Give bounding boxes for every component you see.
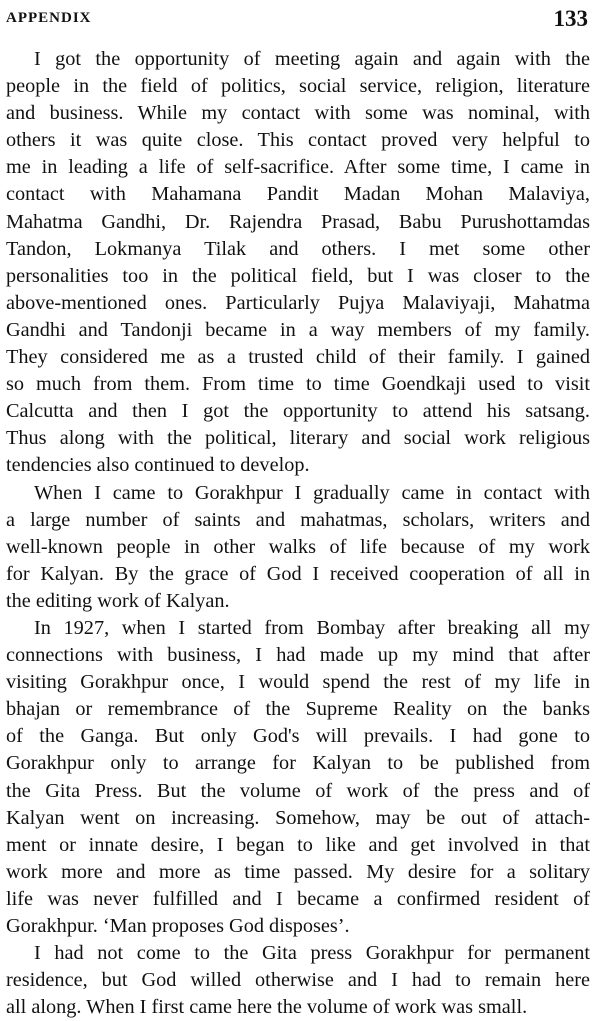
text-line: Mahatma Gandhi, Dr. Rajendra Prasad, Babu Purushottamdas: [6, 210, 590, 233]
text-line: Tandon, Lokmanya Tilak and others. I met some other: [6, 237, 590, 260]
text-line: the editing work of Kalyan.: [6, 589, 230, 612]
text-line: me in leading a life of self-sacrifice. After some time, I came in: [6, 156, 590, 179]
text-line: a large number of saints and mahatmas, scholars, writers and: [6, 508, 590, 531]
paragraph: [6, 615, 590, 940]
text-line: connections with business, I had made up my mind that after: [6, 644, 590, 667]
text-line: They considered me as a trusted child of their family. I gained: [6, 346, 590, 369]
text-line: residence, but God willed otherwise and I had to remain here: [6, 969, 590, 992]
text-line: and business. While my contact with some was nominal, with: [6, 102, 590, 125]
text-line: When I came to Gorakhpur I gradually came in contact with: [34, 481, 590, 504]
text-line: above-mentioned ones. Particularly Pujya Malaviyaji, Mahatma: [6, 291, 590, 314]
text-line: Calcutta and then I got the opportunity to attend his satsang.: [6, 400, 590, 423]
text-line: of the Ganga. But only God's will prevails. I had gone to: [6, 725, 590, 748]
text-line: Kalyan went on increasing. Somehow, may be out of attach-: [6, 806, 590, 829]
text-line: bhajan or remembrance of the Supreme Reality on the banks: [6, 698, 590, 721]
text-line: life was never fulfilled and I became a confirmed resident of: [6, 887, 590, 910]
page-number: 133: [553, 6, 588, 31]
text-line: personalities too in the political field, but I was closer to the: [6, 264, 590, 287]
running-head: APPENDIX: [6, 10, 92, 26]
text-line: Gorakhpur. ‘Man proposes God disposes’.: [6, 915, 350, 937]
text-line: tendencies also continued to develop.: [6, 454, 310, 477]
text-line: Thus along with the political, literary and social work religious: [6, 427, 590, 450]
paragraph: [6, 480, 590, 615]
paragraph: [6, 940, 590, 1021]
text-line: the Gita Press. But the volume of work of the press and of: [6, 779, 590, 802]
text-line: ment or innate desire, I began to like and get involved in that: [6, 833, 590, 856]
paragraph: [6, 46, 590, 480]
text-line: people in the field of politics, social service, religion, literature: [6, 75, 590, 98]
page-header: [6, 6, 590, 46]
text-line: In 1927, when I started from Bombay after breaking all my: [34, 616, 590, 639]
text-line: Gorakhpur only to arrange for Kalyan to be published from: [6, 752, 590, 775]
text-line: all along. When I first came here the volume of work was small.: [6, 996, 528, 1019]
text-line: work more and more as time passed. My desire for a solitary: [6, 860, 590, 883]
text-line: contact with Mahamana Pandit Madan Mohan Malaviya,: [6, 183, 590, 206]
text-line: I had not come to the Gita press Gorakhpur for permanent: [34, 942, 590, 965]
text-line: visiting Gorakhpur once, I would spend the rest of my life in: [6, 671, 590, 694]
text-line: well-known people in other walks of life because of my work: [6, 535, 590, 558]
text-line: Gandhi and Tandonji became in a way members of my family.: [6, 318, 590, 341]
text-line: others it was quite close. This contact proved very helpful to: [6, 129, 590, 152]
body-text: [6, 46, 590, 1021]
text-line: so much from them. From time to time Goendkaji used to visit: [6, 373, 590, 396]
text-line: for Kalyan. By the grace of God I received cooperation of all in: [6, 562, 590, 585]
text-line: I got the opportunity of meeting again and again with the: [34, 48, 590, 70]
